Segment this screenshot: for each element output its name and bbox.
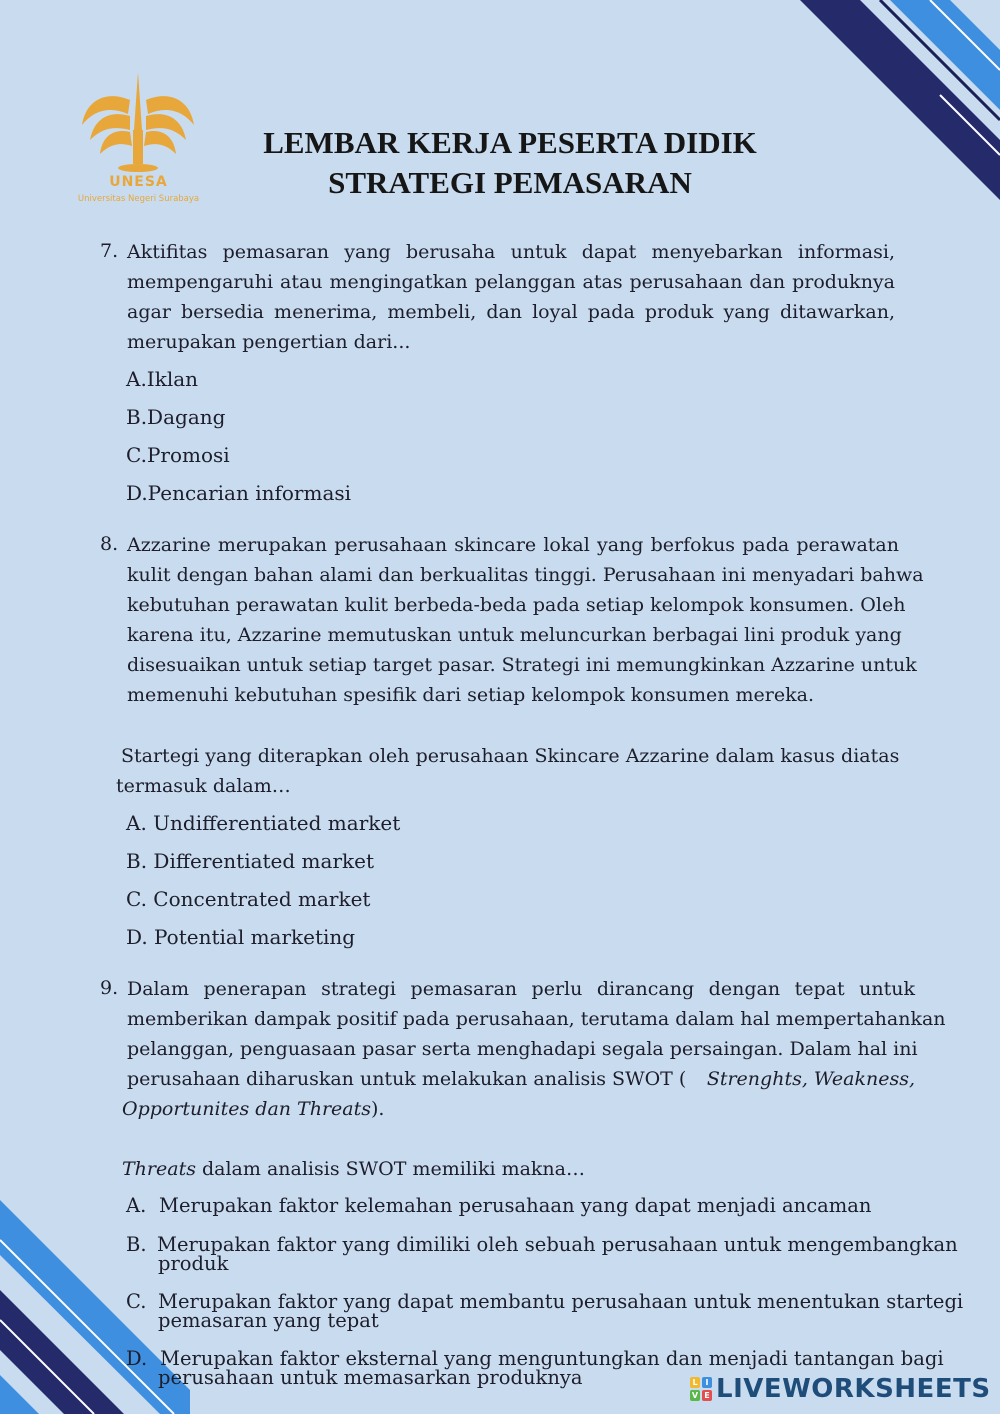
question-text-line: Aktifitas pemasaran yang berusaha untuk dapat menyebarkan informasi, bbox=[127, 241, 895, 263]
brand-wordmark: LIVEWORKSHEETS bbox=[716, 1374, 991, 1404]
answer-text: Merupakan faktor yang dapat membantu perusahaan untuk menentukan startegi bbox=[158, 1290, 964, 1313]
swot-italic-text: Opportunites dan Threats bbox=[122, 1098, 371, 1120]
question-text-line: mempengaruhi atau mengingatkan pelanggan atas perusahaan dan produknya bbox=[127, 271, 895, 293]
question-number: 9. bbox=[100, 977, 119, 999]
question-number: 8. bbox=[100, 533, 119, 555]
question-text-line: memenuhi kebutuhan spesifik dari setiap kelompok konsumen mereka. bbox=[127, 684, 814, 706]
answer-option[interactable]: B. Differentiated market bbox=[126, 849, 374, 873]
answer-letter: B. bbox=[126, 1233, 147, 1256]
question-text-line: pelanggan, penguasaan pasar serta menghadapi segala persaingan. Dalam hal ini bbox=[127, 1038, 918, 1060]
swot-lead-text: perusahaan diharuskan untuk melakukan analisis SWOT ( bbox=[127, 1068, 687, 1090]
question-prompt-text: dalam analisis SWOT memiliki makna… bbox=[195, 1158, 585, 1180]
question-text-line: Azzarine merupakan perusahaan skincare lokal yang berfokus pada perawatan bbox=[127, 534, 899, 556]
answer-text: Merupakan faktor yang dimiliki oleh sebuah perusahaan untuk mengembangkan bbox=[157, 1233, 958, 1256]
threats-term: Threats bbox=[122, 1158, 196, 1180]
answer-option[interactable]: D. Potential marketing bbox=[126, 925, 356, 949]
logo-wordmark: UNESA bbox=[109, 174, 168, 190]
answer-text: pemasaran yang tepat bbox=[158, 1309, 379, 1332]
answer-option[interactable]: C. Concentrated market bbox=[126, 887, 371, 911]
logo-subtitle: Universitas Negeri Surabaya bbox=[77, 194, 200, 204]
swot-tail-text: ). bbox=[371, 1098, 385, 1120]
answer-letter: C. bbox=[126, 1290, 147, 1313]
answer-letter: A. bbox=[126, 1194, 147, 1217]
swot-italic-text: Strenghts, Weakness, bbox=[706, 1068, 915, 1090]
unesa-logo bbox=[76, 70, 201, 210]
question-text-line: karena itu, Azzarine memutuskan untuk meluncurkan berbagai lini produk yang bbox=[127, 624, 902, 646]
answer-letter: D. bbox=[126, 1347, 148, 1370]
question-text-line bbox=[127, 1064, 915, 1094]
liveworksheets-brand[interactable] bbox=[690, 1372, 991, 1406]
answer-text: perusahaan untuk memasarkan produknya bbox=[158, 1366, 583, 1389]
top-right-decoration bbox=[780, 0, 1000, 200]
question-text-line: agar bersedia menerima, membeli, dan loyal pada produk yang ditawarkan, bbox=[127, 301, 895, 323]
liveworksheets-logo-icon: L I V E bbox=[690, 1377, 712, 1401]
page-title: LEMBAR KERJA PESERTA DIDIK bbox=[263, 125, 757, 160]
answer-option[interactable]: A. Undifferentiated market bbox=[126, 811, 401, 835]
question-text-line: disesuaikan untuk setiap target pasar. Strategi ini memungkinkan Azzarine untuk bbox=[127, 654, 917, 676]
answer-text: Merupakan faktor kelemahan perusahaan yang dapat menjadi ancaman bbox=[159, 1194, 872, 1217]
question-text-line: kebutuhan perawatan kulit berbeda-beda pada setiap kelompok konsumen. Oleh bbox=[127, 594, 906, 616]
unesa-emblem-icon bbox=[76, 70, 201, 174]
question-text-line bbox=[122, 1094, 384, 1124]
answer-option[interactable]: C.Promosi bbox=[126, 443, 230, 467]
question-prompt-line bbox=[122, 1154, 585, 1184]
question-prompt-line: termasuk dalam… bbox=[116, 775, 291, 797]
answer-text: produk bbox=[158, 1252, 229, 1275]
question-number: 7. bbox=[100, 240, 119, 262]
answer-text: Merupakan faktor eksternal yang menguntungkan dan menjadi tantangan bagi bbox=[160, 1347, 944, 1370]
question-text-line: Dalam penerapan strategi pemasaran perlu dirancang dengan tepat untuk bbox=[127, 978, 915, 1000]
question-text-line: memberikan dampak positif pada perusahaan, terutama dalam hal mempertahankan bbox=[127, 1008, 946, 1030]
answer-option[interactable]: B.Dagang bbox=[126, 405, 226, 429]
page-subtitle: STRATEGI PEMASARAN bbox=[328, 165, 692, 200]
question-text-line: merupakan pengertian dari... bbox=[127, 331, 411, 353]
question-prompt-line: Startegi yang diterapkan oleh perusahaan Skincare Azzarine dalam kasus diatas bbox=[121, 745, 900, 767]
answer-option[interactable]: D.Pencarian informasi bbox=[126, 481, 352, 505]
question-text-line: kulit dengan bahan alami dan berkualitas tinggi. Perusahaan ini menyadari bahwa bbox=[127, 564, 924, 586]
answer-option[interactable]: A.Iklan bbox=[126, 367, 199, 391]
